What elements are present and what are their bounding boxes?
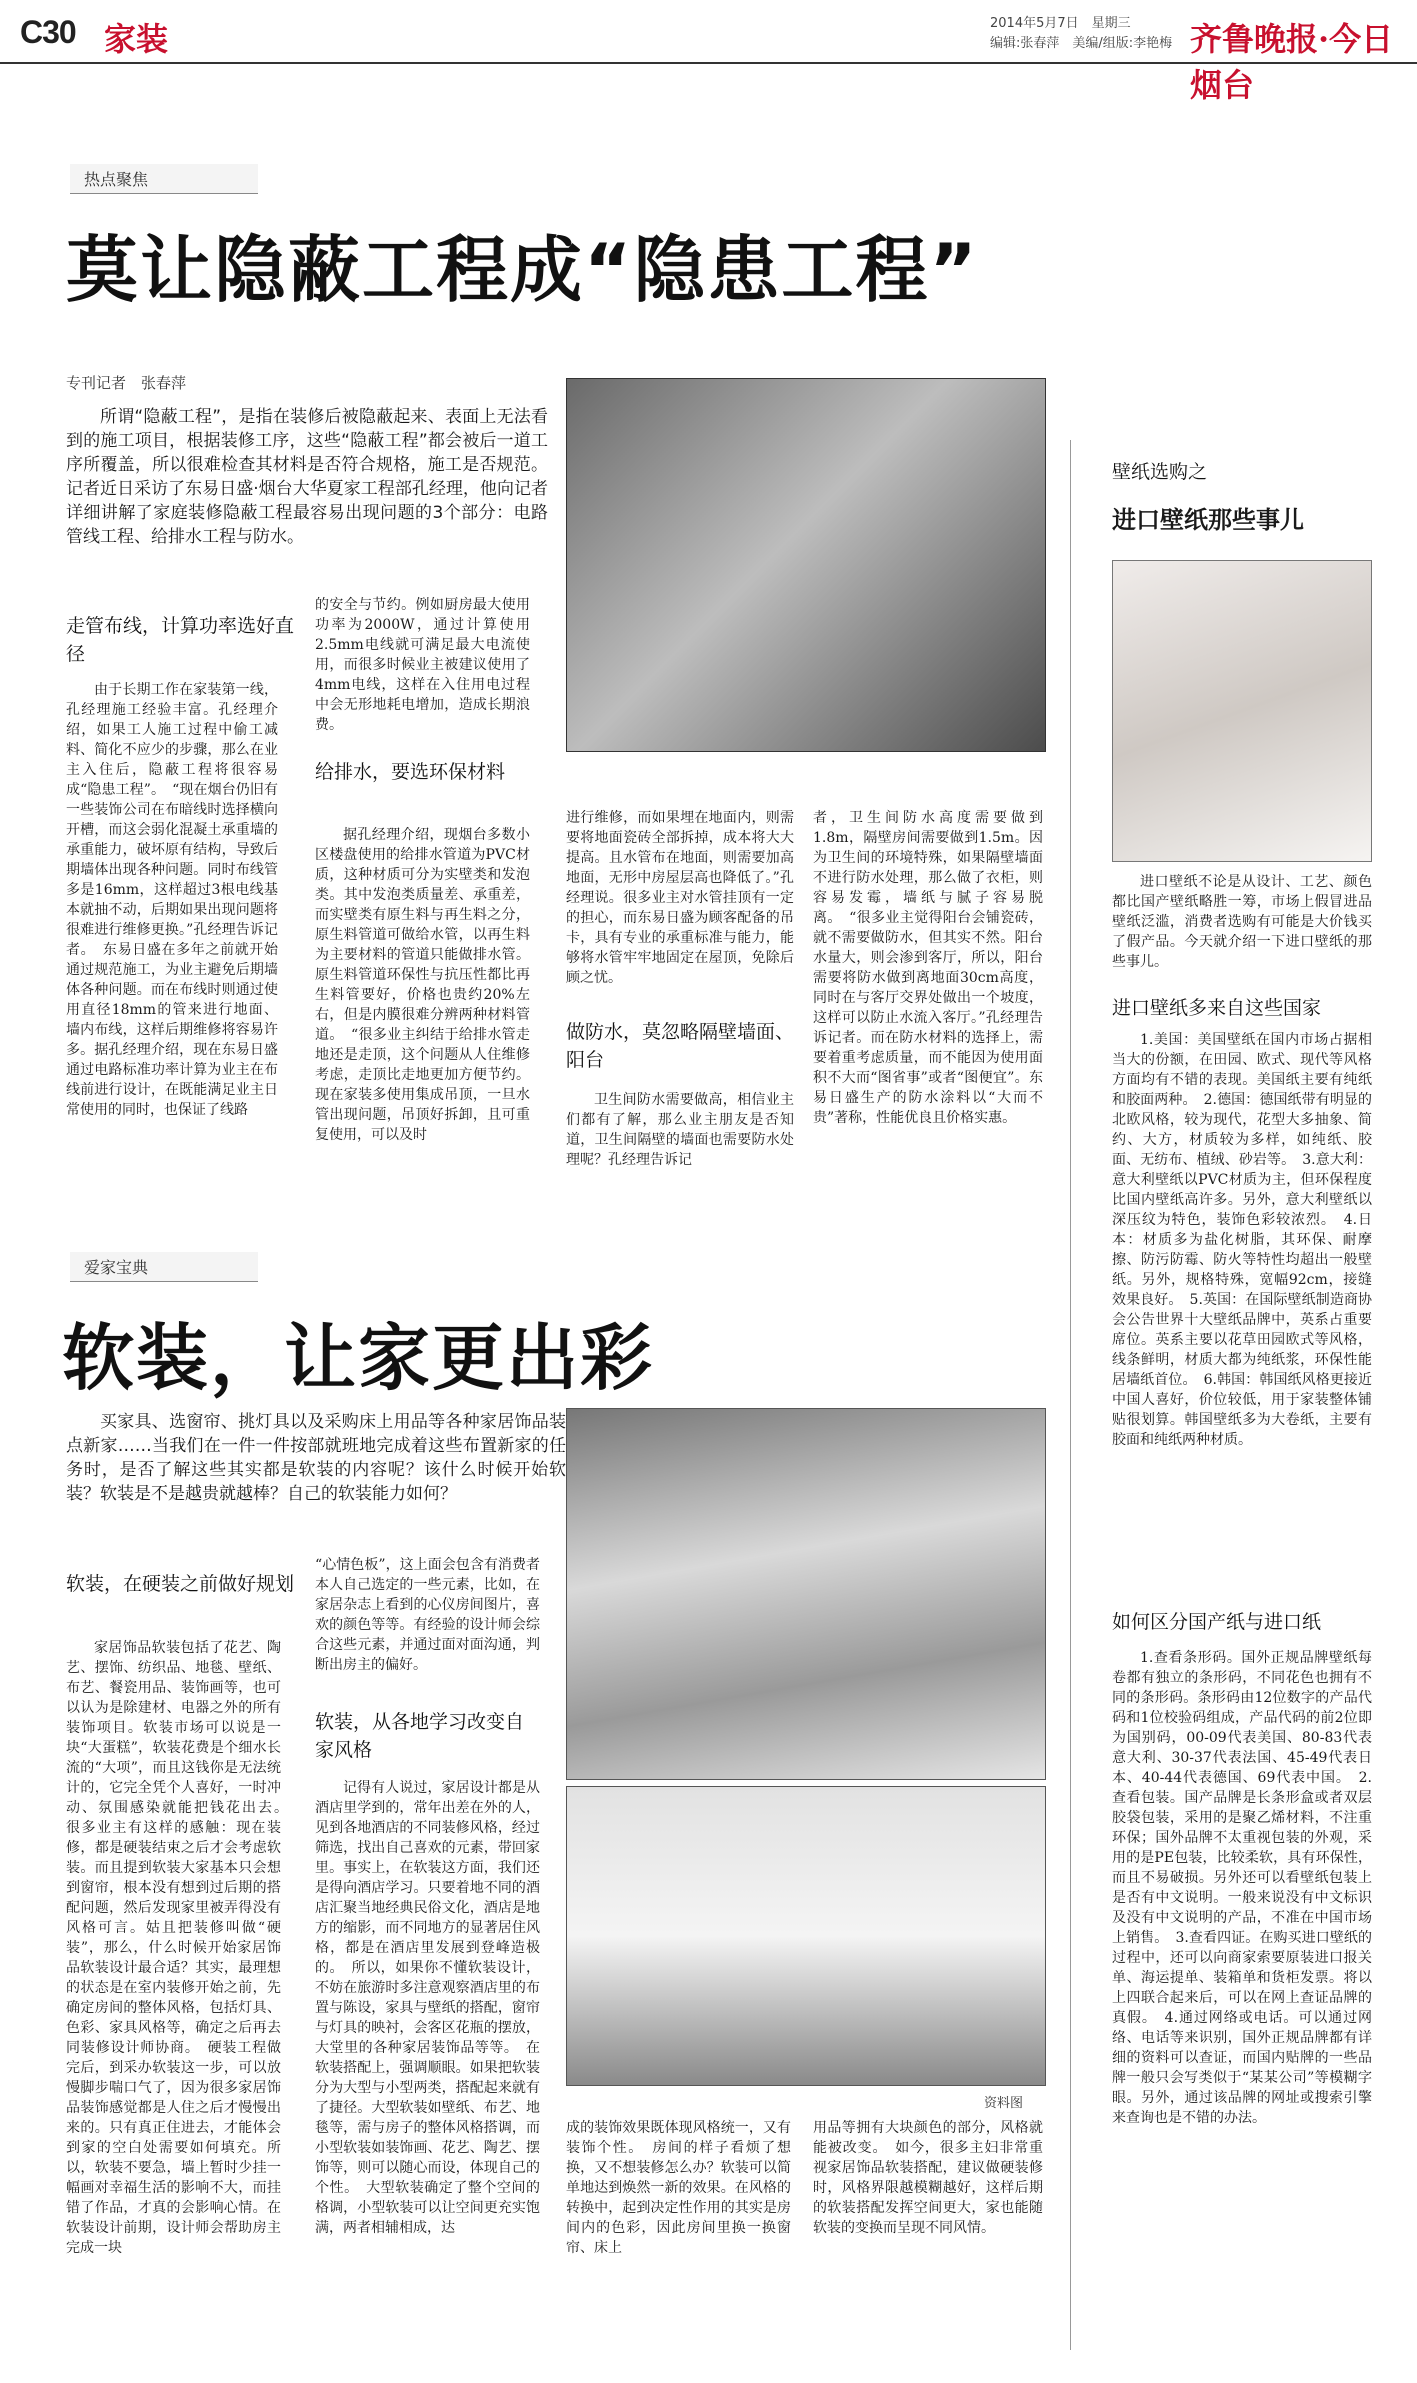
issue-info bbox=[990, 14, 1180, 54]
sidebar-divider bbox=[1070, 440, 1071, 2350]
article2-col3: 成的装饰效果既体现风格统一，又有装饰个性。 房间的样子看烦了想换，又不想装修怎么办？软装可以简单地达到焕然一新的效果。在风格的转换中，起到决定性作用的其实是房间内的色彩，因此房间里换一换窗帘、床上 bbox=[566, 2120, 791, 2256]
article1-col4: 者，卫生间防水高度需要做到1.8m，隔壁房间需要做到1.5m。因为卫生间的环境特殊，如果隔壁墙面不进行防水处理，那么做了衣柜，则容易发霉，墙纸与腻子容易脱离。 “很多业主觉得阳台会铺瓷砖，就不需要做防水，但其实不然。阳台水量大，则会渗到客厅，所以，阳台需要将防水做到离地面30cm高度，同时在与客厅交界处做出一个坡度，这样可以防止水流入客厅。”孔经理告诉记者。而在防水材料的选择上，需要着重考虑质量，而不能因为使用面积不大而“图省事”或者“图便宜”。东易日盛生产的防水涂料以“大而不贵”著称，性能优良且价格实惠。 bbox=[813, 810, 1043, 1126]
article1-col2a: 的安全与节约。例如厨房最大使用功率为2000W，通过计算使用2.5mm电线就可满足最大电流使用，而很多时候业主被建议使用了4mm电线，这样在入住用电过程中会无形地耗电增加，造成长期浪费。 bbox=[315, 597, 530, 733]
header-rule bbox=[0, 62, 1417, 64]
page-number: C30 bbox=[20, 14, 76, 50]
article2-photo-room bbox=[566, 1408, 1046, 1780]
section-tag-hot: 热点聚焦 bbox=[70, 164, 258, 194]
masthead bbox=[0, 0, 1417, 104]
sidebar-sub1: 进口壁纸多来自这些国家 bbox=[1112, 997, 1322, 1019]
sidebar-list2: 1.查看条形码。国外正规品牌壁纸每卷都有独立的条形码，不同花色也拥有不同的条形码。条形码由12位数字的产品代码和1位校验码组成，产品代码的前2位即为国别码，00-09代表美国、80-83代表意大利、30-37代表法国、45-49代表日本、40-44代表德国、69代表中国。 2.查看包装。国产品牌是长条形盒或者双层胶袋包装，采用的是聚乙烯材料，不注重环保；国外品牌不太重视包装的外观，采用的是PE包装，比较柔软，具有环保性，而且不易破损。另外还可以看壁纸包装上是否有中文说明。一般来说没有中文标识及没有中文说明的产品，不准在中国市场上销售。 3.查看四证。在购买进口壁纸的过程中，还可以向商家索要原装进口报关单、海运提单、装箱单和货柜发票。将以上四联合起来后，可以在网上查证品牌的真假。 4.通过网络或电话。可以通过网络、电话等来识别，国外正规品牌都有详细的资料可以查证，而国内贴牌的一些品牌一般只会写类似于“某某公司”等模糊字眼。另外，通过该品牌的网址或搜索引擎来查询也是不错的办法。 bbox=[1112, 1650, 1372, 2126]
article1-col3a: 进行维修，而如果埋在地面内，则需要将地面瓷砖全部拆掉，成本将大大提高。且水管布在地面，则需要加高地面，无形中房屋层高也降低了。”孔经理说。很多业主对水管挂顶有一定的担心，而东易日盛为顾客配备的吊卡，具有专业的承重标准与能力，能够将水管牢牢地固定在屋顶，免除后顾之忧。 bbox=[566, 810, 794, 986]
article1-col3b: 卫生间防水需要做高，相信业主们都有了解，那么业主朋友是否知道，卫生间隔壁的墙面也需要防水处理呢？孔经理告诉记 bbox=[566, 1092, 794, 1168]
sidebar-list1: 1.美国：美国壁纸在国内市场占据相当大的份额，在田园、欧式、现代等风格方面均有不错的表现。美国纸主要有纯纸和胶面两种。 2.德国：德国纸带有明显的北欧风格，较为现代，花型大多抽象、简约、大方，材质较为多样，如纯纸、胶面、无纺布、植绒、砂岩等。 3.意大利：意大利壁纸以PVC材质为主，但环保程度比国内壁纸高许多。另外，意大利壁纸以深压纹为特色，装饰色彩较浓烈。 4.日本：材质多为盐化树脂，其环保、耐摩擦、防污防霉、防火等特性均超出一般壁纸。另外，规格特殊，宽幅92cm，接缝效果良好。 5.英国：在国际壁纸制造商协会公告世界十大壁纸品牌中，英系占重要席位。英系主要以花草田园欧式等风格，线条鲜明，材质大都为纯纸浆，环保性能居墙纸首位。 6.韩国：韩国纸风格更接近中国人喜好，价位较低，用于家装整体铺贴很划算。韩国壁纸多为大卷纸，主要有胶面和纯纸两种材质。 bbox=[1112, 1032, 1372, 1448]
sidebar-photo bbox=[1112, 560, 1372, 862]
article2-col1: 家居饰品软装包括了花艺、陶艺、摆饰、纺织品、地毯、壁纸、布艺、餐瓷用品、装饰画等，也可以认为是除建材、电器之外的所有装饰项目。软装市场可以说是一块“大蛋糕”，软装花费是个细水长流的“大项”，而且这钱你是无法统计的，它完全凭个人喜好，一时冲动、氛围感染就能把钱花出去。 很多业主有这样的感触：现在装修，都是硬装结束之后才会考虑软装。而且提到软装大家基本只会想到窗帘，根本没有想到过后期的搭配问题，然后发现家里被弄得没有风格可言。姑且把装修叫做“硬装”，那么，什么时候开始家居饰品软装设计最合适？其实，最理想的状态是在室内装修开始之前，先确定房间的整体风格，包括灯具、色彩、家具风格等，确定之后再去同装修设计师协商。 硬装工程做完后，到采办软装这一步，可以放慢脚步喘口气了，因为很多家居饰品装饰感觉都是人住之后才慢慢出来的。只有真正住进去，才能体会到家的空白处需要如何填充。所以，软装不要急，墙上暂时少挂一幅画对幸福生活的影响不大，而挂错了作品，才真的会影响心情。在软装设计前期，设计师会帮助房主完成一块 bbox=[66, 1640, 295, 2256]
article2-lead: 买家具、选窗帘、挑灯具以及采购床上用品等各种家居饰品装点新家……当我们在一件一件按部就班地完成着这些布置新家的任务时，是否了解这些其实都是软装的内容呢？该什么时候开始软装？软装是不是越贵就越棒？自己的软装能力如何？ bbox=[66, 1412, 566, 1504]
sidebar-kicker: 壁纸选购之 bbox=[1112, 461, 1208, 483]
article2-sub2: 软装，从各地学习改变自家风格 bbox=[315, 1711, 525, 1761]
section-tag-home: 爱家宝典 bbox=[70, 1252, 258, 1282]
section-name: 家装 bbox=[104, 20, 169, 58]
article2-sub1: 软装，在硬装之前做好规划 bbox=[66, 1573, 295, 1595]
article1-col2b: 据孔经理介绍，现烟台多数小区楼盘使用的给排水管道为PVC材质，这种材质可分为实壁类和发泡类。其中发泡类质量差、承重差，而实壁类有原生料与再生料之分，原生料管道可做给水管，以再生料为主要材料的管道只能做排水管。原生料管道环保性与抗压性都比再生料管要好，价格也贵约20%左右，但是内膜很难分辨两种材料管道。 “很多业主纠结于给排水管走地还是走顶，这个问题从人住维修考虑，走顶比走地更加方便节约。现在家装多使用集成吊顶，一旦水管出现问题，吊顶好拆卸，且可重复使用，可以及时 bbox=[315, 827, 530, 1143]
article1-sub3: 做防水，莫忽略隔壁墙面、阳台 bbox=[566, 1021, 795, 1071]
article2-col2b: 记得有人说过，家居设计都是从酒店里学到的，常年出差在外的人，见到各地酒店的不同装修风格，经过筛选，找出自己喜欢的元素，带回家里。事实上，在软装这方面，我们还是得向酒店学习。只要着地不同的酒店汇聚当地经典民俗文化，酒店是地方的缩影，而不同地方的显著居住风格，都是在酒店里发展到登峰造极的。 所以，如果你不懂软装设计，不妨在旅游时多注意观察酒店里的布置与陈设，家具与壁纸的搭配，窗帘与灯具的映衬，会客区花瓶的摆放，大堂里的各种家居装饰品等等。 在软装搭配上，强调顺眼。如果把软装分为大型与小型两类，搭配起来就有了捷径。大型软装如壁纸、布艺、地毯等，需与房子的整体风格搭调，而小型软装如装饰画、花艺、陶艺、摆饰等，则可以随心而设，体现自己的个性。 大型软装确定了整个空间的格调，小型软装可以让空间更充实饱满，两者相辅相成，达 bbox=[315, 1780, 540, 2236]
photo-credit: 资料图 bbox=[984, 2096, 1024, 2111]
sidebar-intro: 进口壁纸不论是从设计、工艺、颜色都比国产壁纸略胜一筹，市场上假冒进品壁纸泛滥，消费者选购有可能是大价钱买了假产品。今天就介绍一下进口壁纸的那些事儿。 bbox=[1112, 874, 1372, 970]
sidebar-title: 进口壁纸那些事儿 bbox=[1112, 506, 1304, 534]
article1-headline: 莫让隐蔽工程成“隐患工程” bbox=[66, 228, 979, 312]
article1-byline: 专刊记者 张春萍 bbox=[66, 374, 187, 392]
article1-col1: 由于长期工作在家装第一线，孔经理施工经验丰富。孔经理介绍，如果工人施工过程中偷工减料、简化不应少的步骤，那么在业主入住后，隐蔽工程将很容易成“隐患工程”。 “现在烟台仍旧有一些装饰公司在布暗线时选择横向开槽，而这会弱化混凝土承重墙的承重能力，破坏原有结构，导致后期墙体出现各种问题。同时布线管多是16mm，这样超过3根电线基本就抽不动，后期如果出现问题将很难进行维修更换。”孔经理告诉记者。 东易日盛在多年之前就开始通过规范施工，为业主避免后期墙体各种问题。而在布线时则通过使用直径18mm的管来进行地面、墙内布线，这样后期维修将容易许多。据孔经理介绍，现在东易日盛通过电路标准功率计算为业主在布线前进行设计，在既能满足业主日常使用的同时，也保证了线路 bbox=[66, 682, 278, 1118]
article1-sub1: 走管布线，计算功率选好直径 bbox=[66, 615, 295, 665]
article2-col4: 用品等拥有大块颜色的部分，风格就能被改变。 如今，很多主妇非常重视家居饰品软装搭配，建议做硬装修时，风格界限越模糊越好，这样后期的软装搭配发挥空间更大，家也能随软装的变换而呈现不同风情。 bbox=[813, 2120, 1043, 2236]
article1-photo bbox=[566, 378, 1046, 752]
article1-lead: 所谓“隐蔽工程”，是指在装修后被隐蔽起来、表面上无法看到的施工项目，根据装修工序，这些“隐蔽工程”都会被后一道工序所覆盖，所以很难检查其材料是否符合规格，施工是否规范。记者近日采访了东易日盛·烟台大华夏家工程部孔经理，他向记者详细讲解了家庭装修隐蔽工程最容易出现问题的3个部分：电路管线工程、给排水工程与防水。 bbox=[66, 407, 548, 547]
article2-photo-wallpaper bbox=[566, 1786, 1046, 2086]
newspaper-brand: 齐鲁晚报·今日烟台 bbox=[1190, 20, 1394, 104]
article2-headline: 软装，让家更出彩 bbox=[62, 1316, 655, 1400]
sidebar-sub2: 如何区分国产纸与进口纸 bbox=[1112, 1611, 1322, 1633]
issue-date: 2014年5月7日 星期三 bbox=[990, 16, 1131, 31]
editors-line: 编辑:张春萍 美编/组版:李艳梅 bbox=[990, 36, 1173, 51]
article2-col2a: “心情色板”，这上面会包含有消费者本人自己选定的一些元素，比如，在家居杂志上看到的心仪房间图片，喜欢的颜色等等。有经验的设计师会综合这些元素，并通过面对面沟通，判断出房主的偏好。 bbox=[315, 1557, 540, 1673]
article1-sub2: 给排水，要选环保材料 bbox=[315, 761, 506, 783]
